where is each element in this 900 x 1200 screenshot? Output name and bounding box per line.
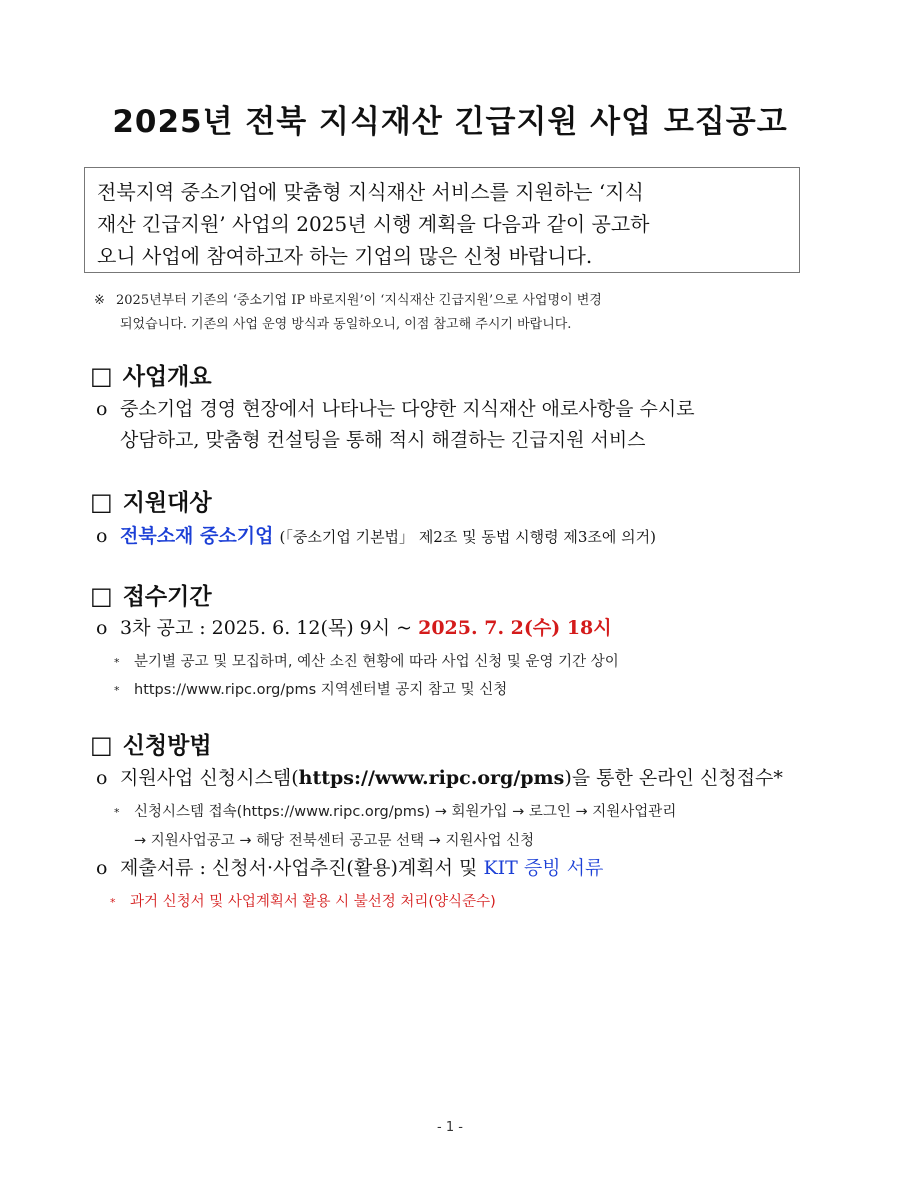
intro-line-3: 오니 사업에 참여하고자 하는 기업의 많은 신청 바랍니다. <box>97 244 593 268</box>
reference-mark: ※ <box>94 293 105 308</box>
bullet-icon: o <box>96 617 108 639</box>
intro-line-1: 전북지역 중소기업에 맞춤형 지식재산 서비스를 지원하는 ‘지식 <box>97 180 644 204</box>
section-heading-target <box>90 484 212 517</box>
method-line-2-pre: 제출서류 : 신청서·사업추진(활용)계획서 및 <box>120 857 484 879</box>
checkbox-square-icon: □ <box>90 731 113 759</box>
period-note-2 <box>114 676 819 705</box>
target-highlight: 전북소재 중소기업 <box>120 525 274 547</box>
period-note-1 <box>114 648 819 677</box>
bullet-icon: o <box>96 767 108 789</box>
asterisk-icon: * <box>114 806 120 819</box>
bullet-icon: o <box>96 857 108 879</box>
section-heading-method <box>90 727 212 760</box>
note-line-1: 2025년부터 기존의 ‘중소기업 IP 바로지원’이 ‘지식재산 긴급지원’으로 사업명이 변경 <box>116 293 602 308</box>
section-title: 접수기간 <box>122 584 212 610</box>
section-heading-overview <box>90 358 212 391</box>
section-heading-period <box>90 578 212 611</box>
overview-line-1: 중소기업 경영 현장에서 나타나는 다양한 지식재산 애로사항을 수시로 <box>120 398 695 420</box>
rename-note <box>94 289 819 337</box>
method-note-1-line-2: → 지원사업공고 → 해당 전북센터 공고문 선택 → 지원사업 신청 <box>134 833 535 849</box>
checkbox-square-icon: □ <box>90 488 113 516</box>
period-start: 3차 공고 : 2025. 6. 12(목) 9시 ~ <box>120 617 419 639</box>
period-bullet <box>96 613 821 644</box>
method-note-2 <box>110 888 815 917</box>
intro-box <box>84 167 800 273</box>
bullet-icon: o <box>96 398 108 420</box>
asterisk-icon: * <box>110 896 116 909</box>
application-system-link[interactable]: https://www.ripc.org/pms <box>298 767 565 789</box>
method-note-1-line-1: 신청시스템 접속(https://www.ripc.org/pms) → 회원가입 → 로그인 → 지원사업관리 <box>134 804 677 820</box>
method-bullet-2 <box>96 853 821 884</box>
section-title: 신청방법 <box>122 733 212 759</box>
intro-line-2: 재산 긴급지원’ 사업의 2025년 시행 계획을 다음과 같이 공고하 <box>97 212 650 236</box>
note-line-2: 되었습니다. 기존의 사업 운영 방식과 동일하오니, 이점 참고해 주시기 바랍니다. <box>120 317 572 332</box>
period-note-1-text: 분기별 공고 및 모집하며, 예산 소진 현황에 따라 사업 신청 및 운영 기간 상이 <box>134 654 619 670</box>
page-title: 2025년 전북 지식재산 긴급지원 사업 모집공고 <box>112 104 788 140</box>
page-number: - 1 - <box>437 1120 463 1135</box>
method-line-1-pre: 지원사업 신청시스템( <box>120 767 299 789</box>
period-note-2-text: https://www.ripc.org/pms 지역센터별 공지 참고 및 신청 <box>134 682 508 698</box>
target-basis: (「중소기업 기본법」 제2조 및 동법 시행령 제3조에 의거) <box>279 528 656 546</box>
method-note-1 <box>114 798 819 855</box>
asterisk-icon: * <box>114 684 120 697</box>
overview-bullet <box>96 394 821 456</box>
checkbox-square-icon: □ <box>90 582 113 610</box>
asterisk-icon: * <box>114 656 120 669</box>
target-bullet <box>96 521 821 553</box>
section-title: 사업개요 <box>122 364 212 390</box>
bullet-icon: o <box>96 525 108 547</box>
method-line-1-post: )을 통한 온라인 신청접수* <box>564 767 783 789</box>
period-deadline: 2025. 7. 2(수) 18시 <box>418 617 612 639</box>
overview-line-2: 상담하고, 맞춤형 컨설팅을 통해 적시 해결하는 긴급지원 서비스 <box>120 429 646 451</box>
checkbox-square-icon: □ <box>90 362 113 390</box>
method-note-2-text: 과거 신청서 및 사업계획서 활용 시 불선정 처리(양식준수) <box>130 894 496 910</box>
kit-documents-highlight: KIT 증빙 서류 <box>483 857 604 879</box>
method-bullet-1 <box>96 763 821 794</box>
section-title: 지원대상 <box>122 490 212 516</box>
